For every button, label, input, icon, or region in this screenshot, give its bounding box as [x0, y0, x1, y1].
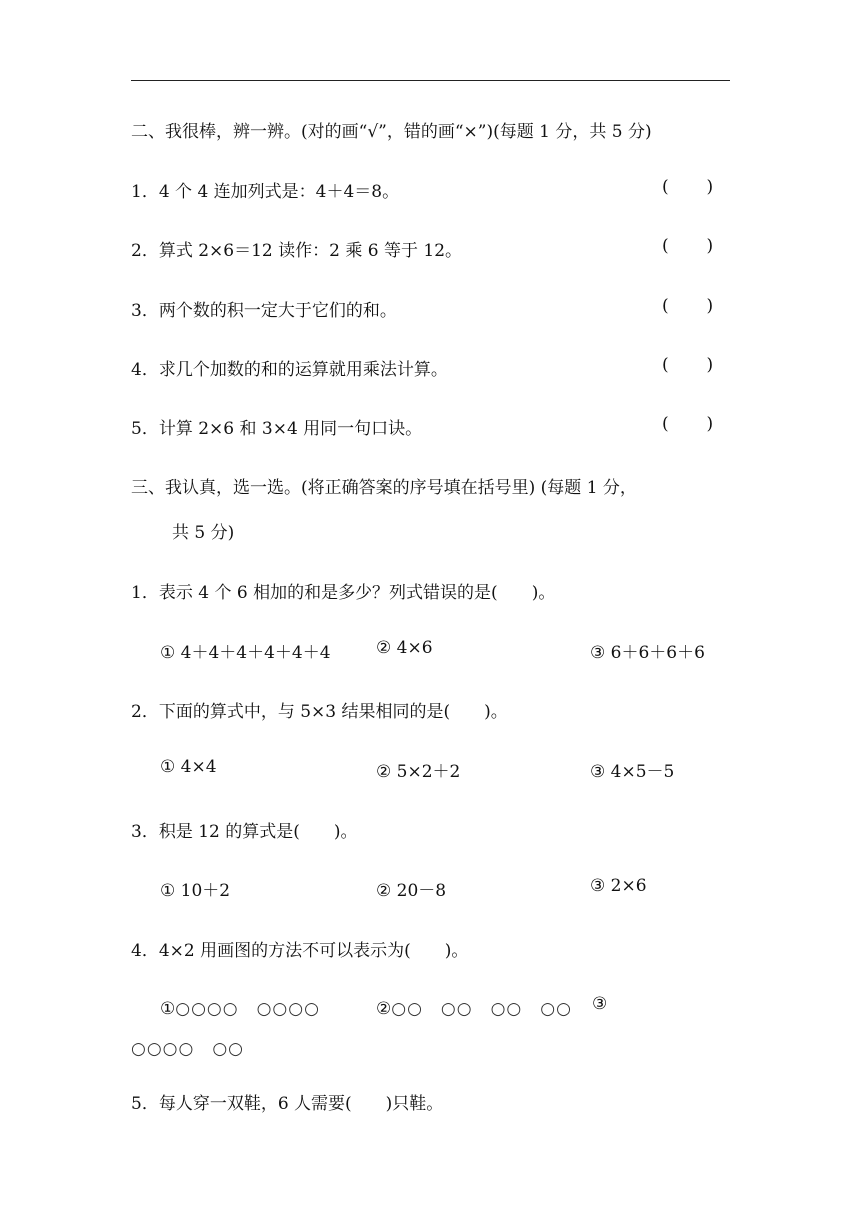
q4-option-2[interactable] — [376, 994, 572, 1019]
answer-blank-3[interactable]: ( ) — [662, 296, 714, 316]
answer-blank-1[interactable]: ( ) — [662, 177, 714, 197]
q4-option-1-mark: ① — [160, 999, 176, 1019]
judge-item-4: 4．求几个加数的和的运算就用乘法计算。 — [131, 360, 448, 380]
q4-option-2-circles: ○○ ○○ ○○ ○○ — [391, 999, 572, 1019]
q1-option-1[interactable]: ① 4＋4＋4＋4＋4＋4 — [160, 643, 331, 663]
answer-blank-2[interactable]: ( ) — [662, 236, 714, 256]
choice-q3: 3．积是 12 的算式是( )。 — [131, 822, 358, 842]
choice-q1: 1．表示 4 个 6 相加的和是多少？列式错误的是( )。 — [131, 583, 556, 603]
judge-item-5: 5．计算 2×6 和 3×4 用同一句口诀。 — [131, 419, 423, 439]
judge-item-1: 1．4 个 4 连加列式是：4＋4＝8。 — [131, 182, 400, 202]
q4-option-2-mark: ② — [376, 999, 392, 1019]
judge-item-2: 2．算式 2×6＝12 读作：2 乘 6 等于 12。 — [131, 241, 463, 261]
answer-blank-5[interactable]: ( ) — [662, 414, 714, 434]
q2-option-2[interactable]: ② 5×2＋2 — [376, 762, 461, 782]
section3-heading: 三、我认真，选一选。(将正确答案的序号填在括号里) (每题 1 分， — [131, 478, 637, 498]
choice-q5: 5．每人穿一双鞋，6 人需要( )只鞋。 — [131, 1094, 444, 1114]
q4-option-1[interactable] — [160, 994, 320, 1019]
q3-option-2[interactable]: ② 20－8 — [376, 881, 447, 901]
q1-option-3[interactable]: ③ 6＋6＋6＋6 — [590, 643, 705, 663]
q3-option-3[interactable]: ③ 2×6 — [590, 876, 647, 896]
choice-q4: 4．4×2 用画图的方法不可以表示为( )。 — [131, 941, 469, 961]
answer-blank-4[interactable]: ( ) — [662, 355, 714, 375]
choice-q2: 2．下面的算式中，与 5×3 结果相同的是( )。 — [131, 702, 508, 722]
section3-heading-cont: 共 5 分) — [172, 523, 235, 543]
q3-option-1[interactable]: ① 10＋2 — [160, 881, 231, 901]
q4-option-1-circles: ○○○○ ○○○○ — [175, 999, 320, 1019]
q1-option-2[interactable]: ② 4×6 — [376, 638, 433, 658]
judge-item-3: 3．两个数的积一定大于它们的和。 — [131, 301, 397, 321]
q2-option-3[interactable]: ③ 4×5－5 — [590, 762, 675, 782]
q4-option-3-circles: ○○○○ ○○ — [131, 1039, 245, 1059]
top-rule — [131, 80, 730, 81]
q2-option-1[interactable]: ① 4×4 — [160, 757, 217, 777]
section2-heading: 二、我很棒，辨一辨。(对的画“√”，错的画“×”)(每题 1 分，共 5 分) — [131, 122, 652, 142]
q4-option-3-mark[interactable]: ③ — [592, 994, 608, 1014]
